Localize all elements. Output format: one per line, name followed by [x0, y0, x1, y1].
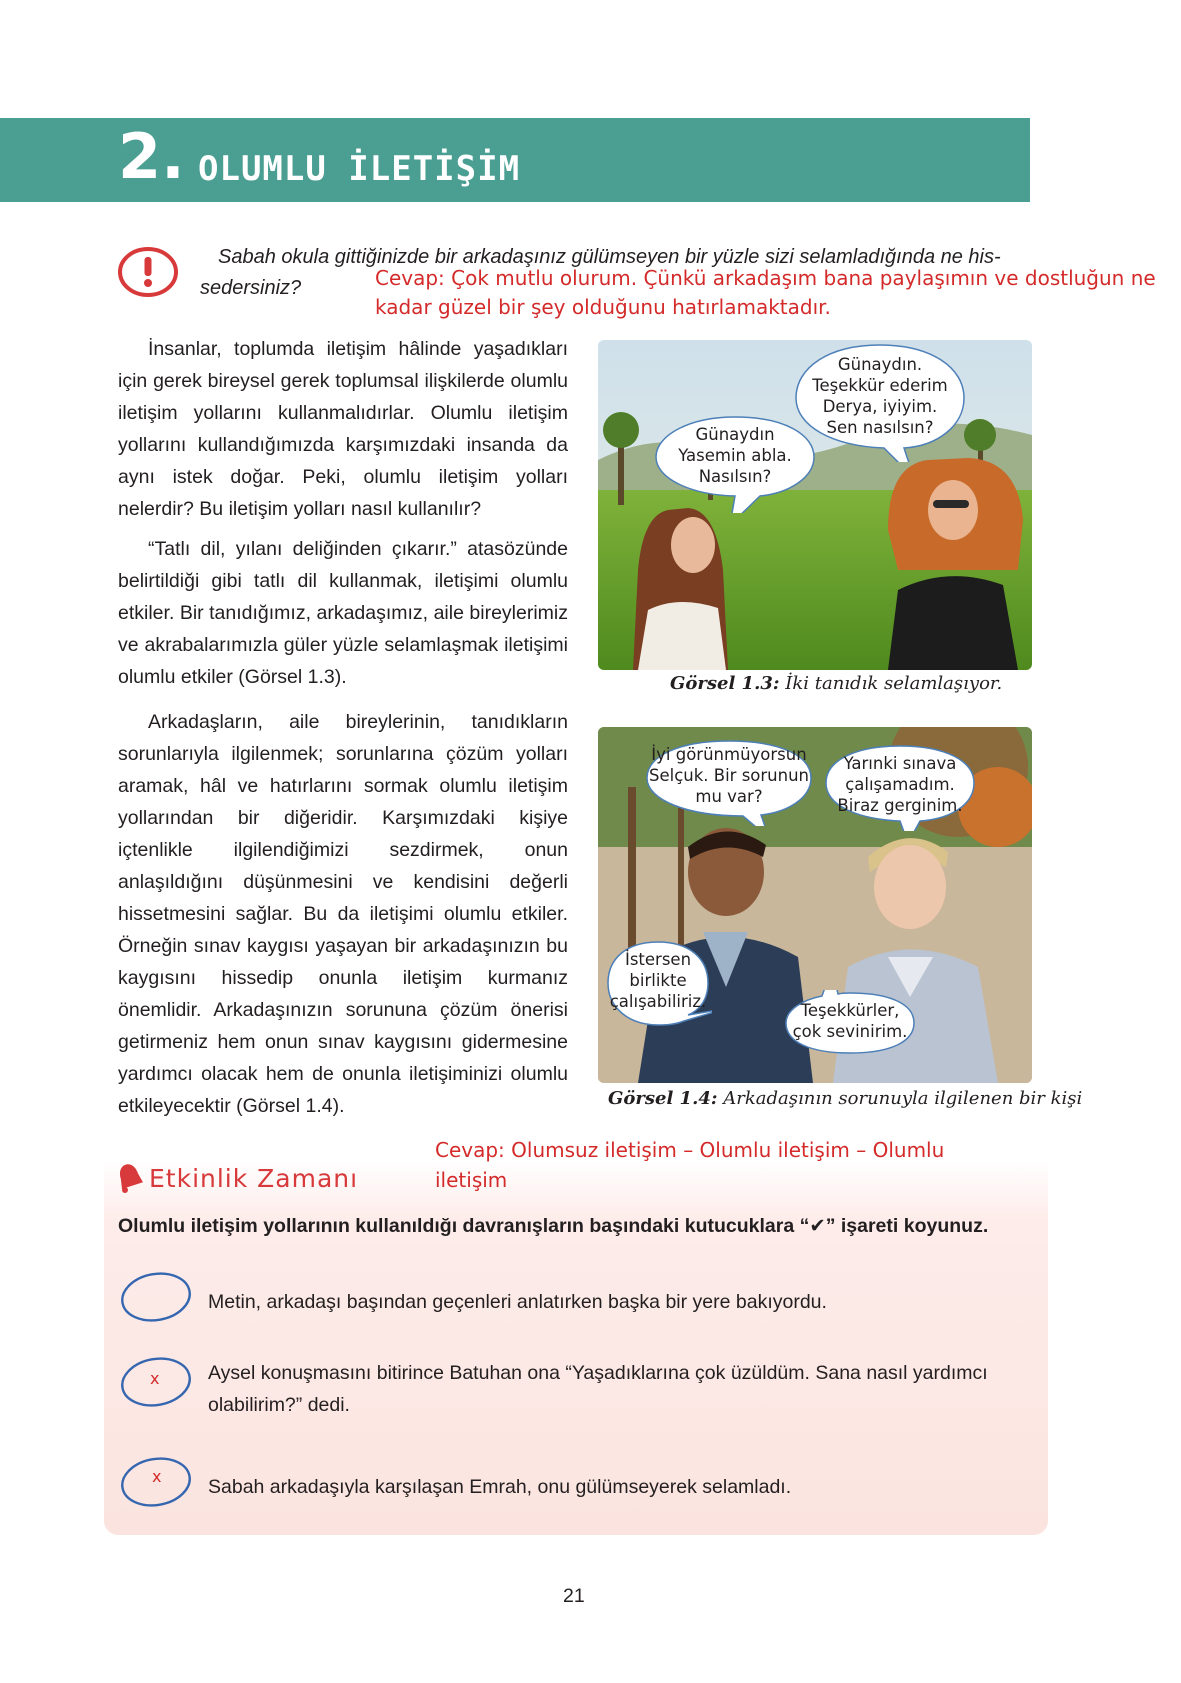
activity-item-text: Sabah arkadaşıyla karşılaşan Emrah, onu gülümseyerek selamladı.	[208, 1476, 792, 1498]
question-line-1: Sabah okula gittiğinizde bir arkadaşınız gülümseyen bir yüzle sizi selamladığında ne his-	[218, 246, 1001, 268]
question-answer-line-2: kadar güzel bir şey olduğunu hatırlamaktadır.	[375, 295, 831, 319]
question-line-2: sedersiniz?	[200, 277, 302, 299]
chapter-title: OLUMLU İLETİŞİM	[198, 149, 521, 189]
body-paragraph-2: “Tatlı dil, yılanı deliğinden çıkarır.” atasözünde belirtildiği gibi tatlı dil kullanmak, iletişimi olumlu etkiler. Bir tanıdığımız, arkadaşımız, aile bireylerimiz ve akrabalarımızla güler yüzle selamlaşmak iletişimi olumlu etkiler (Görsel 1.3).	[118, 538, 568, 688]
activity-instruction: Olumlu iletişim yollarının kullanıldığı davranışların başındaki kutucuklara “✔” işareti koyunuz.	[118, 1215, 989, 1237]
bell-icon	[116, 1161, 144, 1195]
activity-answer: Cevap: Olumsuz iletişim – Olumlu iletişim – Olumlu iletişim	[435, 1138, 945, 1192]
body-paragraph-3: Arkadaşların, aile bireylerinin, tanıdıkların sorunlarıyla ilgilenmek; sorunlarına çözüm yolları aramak, hâl ve hatırlarını sormak olumlu iletişim yollarından bir diğeridir. Karşımızdaki kişiye içtenlikle ilgilendiğimizi sezdirmek, onun anlaşıldığını düşünmesini ve kendisini değerli hissetmesini sağlar. Bu da iletişimi olumlu etkiler. Örneğin sınav kaygısı yaşayan bir arkadaşınızın bu kaygısını hissedip onunla iletişim kurmanız önemlidir. Arkadaşınızın sorununa çözüm önerisi getirmeniz hem onun sınav kaygısını gidermesine yardımcı olacak hem de onunla iletişiminizi olumlu etkileyecektir (Görsel 1.4).	[118, 711, 568, 1117]
answer-mark: x	[150, 1369, 160, 1388]
figure-1-3-caption: Görsel 1.3: İki tanıdık selamlaşıyor.	[670, 673, 1003, 694]
figure-1-4-bubble-bottom-right: Teşekkürler, çok sevinirim.	[782, 990, 918, 1056]
question-answer-line-1: Cevap: Çok mutlu olurum. Çünkü arkadaşım bana paylaşımın ve dostluğun ne	[375, 266, 1156, 290]
chapter-number: 2.	[118, 120, 185, 193]
body-paragraph-1: İnsanlar, toplumda iletişim hâlinde yaşadıkları için gerek bireysel gerek toplumsal ilişkilerde olumlu iletişim yollarını kullanmalıdırlar. Olumlu iletişim yollarını kullandığımızda karşımızdaki insanda da aynı istek doğar. Peki, olumlu iletişim yolları nelerdir? Bu iletişim yolları nasıl kullanılır?	[118, 338, 568, 520]
figure-1-4-bubble-bottom-left: İstersen birlikte çalışabiliriz.	[604, 939, 712, 1027]
figure-1-4-bubble-top-left: İyi görünmüyorsun Selçuk. Bir sorunun mu var?	[643, 738, 815, 826]
answer-mark: x	[152, 1467, 162, 1486]
answer-checkbox-oval[interactable]	[118, 1270, 194, 1324]
figure-1-4-caption: Görsel 1.4: Arkadaşının sorunuyla ilgilenen bir kişi	[608, 1088, 1083, 1109]
figure-1-3-bubble-left: Günaydın Yasemin abla. Nasılsın?	[650, 413, 820, 513]
figure-1-3-bubble-right: Günaydın. Teşekkür ederim Derya, iyiyim. Sen nasılsın?	[792, 342, 968, 462]
activity-item-text: Metin, arkadaşı başından geçenleri anlatırken başka bir yere bakıyordu.	[208, 1291, 827, 1313]
page-number: 21	[563, 1585, 585, 1607]
activity-item-text: Aysel konuşmasını bitirince Batuhan ona “Yaşadıklarına çok üzüldüm. Sana nasıl yardımcı olabilirim?” dedi.	[208, 1362, 988, 1416]
exclamation-alert-icon	[117, 246, 179, 298]
figure-1-4-bubble-top-right: Yarınki sınava çalışamadım. Biraz gerginim.	[822, 743, 978, 831]
activity-title: Etkinlik Zamanı	[149, 1164, 359, 1193]
